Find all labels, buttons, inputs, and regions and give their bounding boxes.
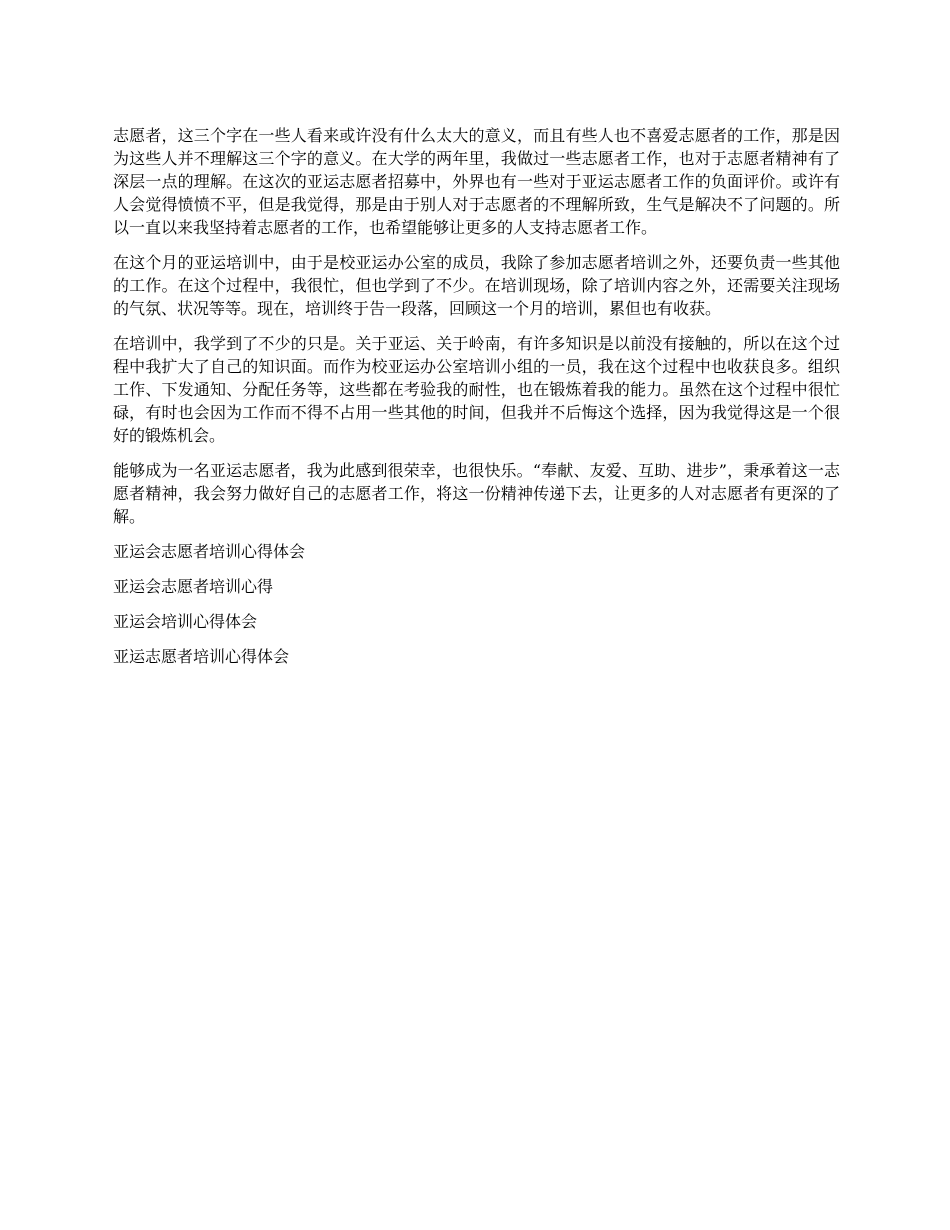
- related-link-1[interactable]: [113, 540, 840, 563]
- body-paragraph-2: 在这个月的亚运培训中，由于是校亚运办公室的成员，我除了参加志愿者培训之外，还要负责一些其他的工作。在这个过程中，我很忙，但也学到了不少。在培训现场，除了培训内容之外，还需要关注现场的气氛、状况等等。现在，培训终于告一段落，回顾这一个月的培训，累但也有收获。: [113, 253, 840, 318]
- body-paragraph-4: 能够成为一名亚运志愿者，我为此感到很荣幸，也很快乐。“奉献、友爱、互助、进步”，秉承着这一志愿者精神，我会努力做好自己的志愿者工作，将这一份精神传递下去，让更多的人对志愿者有更深的了解。: [113, 461, 840, 526]
- related-link-4[interactable]: [113, 645, 840, 668]
- related-link-label[interactable]: 亚运会志愿者培训心得: [113, 577, 274, 596]
- document-page: [113, 124, 840, 680]
- related-link-2[interactable]: [113, 575, 840, 598]
- related-link-label[interactable]: 亚运会志愿者培训心得体会: [113, 542, 306, 561]
- related-links: [113, 540, 840, 668]
- body-paragraph-1: 志愿者，这三个字在一些人看来或许没有什么太大的意义，而且有些人也不喜爱志愿者的工作，那是因为这些人并不理解这三个字的意义。在大学的两年里，我做过一些志愿者工作，也对于志愿者精神有了深层一点的理解。在这次的亚运志愿者招募中，外界也有一些对于亚运志愿者工作的负面评价。或许有人会觉得愤愤不平，但是我觉得，那是由于别人对于志愿者的不理解所致，生气是解决不了问题的。所以一直以来我坚持着志愿者的工作，也希望能够让更多的人支持志愿者工作。: [113, 126, 840, 237]
- body-paragraph-3: 在培训中，我学到了不少的只是。关于亚运、关于岭南，有许多知识是以前没有接触的，所以在这个过程中我扩大了自己的知识面。而作为校亚运办公室培训小组的一员，我在这个过程中也收获良多。组织工作、下发通知、分配任务等，这些都在考验我的耐性，也在锻炼着我的能力。虽然在这个过程中很忙碌，有时也会因为工作而不得不占用一些其他的时间，但我并不后悔这个选择，因为我觉得这是一个很好的锻炼机会。: [113, 334, 840, 445]
- related-link-label[interactable]: 亚运会培训心得体会: [113, 612, 258, 631]
- related-link-label[interactable]: 亚运志愿者培训心得体会: [113, 647, 290, 666]
- related-link-3[interactable]: [113, 610, 840, 633]
